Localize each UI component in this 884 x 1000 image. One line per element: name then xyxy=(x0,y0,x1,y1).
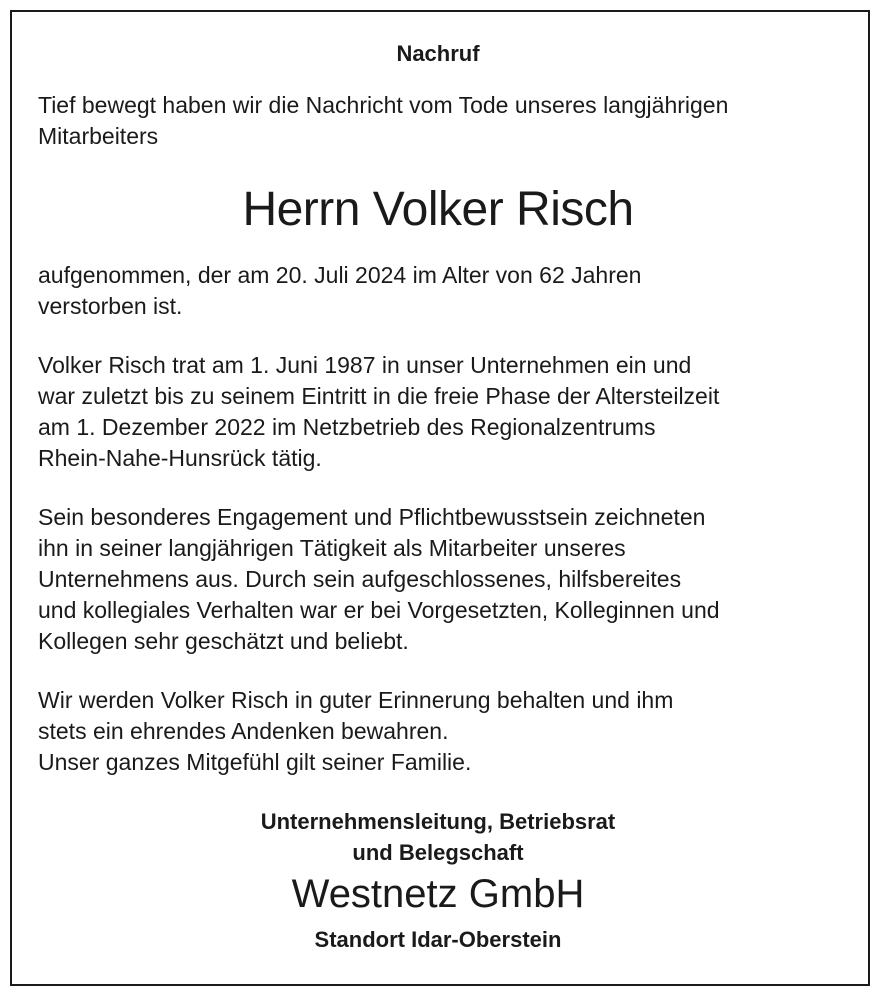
closing-line: stets ein ehrendes Andenken bewahren. xyxy=(38,718,449,744)
tribute-line: und kollegiales Verhalten war er bei Vorgesetzten, Kolleginnen und xyxy=(38,597,720,623)
closing-line: Unser ganzes Mitgefühl gilt seiner Familie. xyxy=(38,749,472,775)
death-line: aufgenommen, der am 20. Juli 2024 im Alter von 62 Jahren xyxy=(38,262,642,288)
notice-heading: Nachruf xyxy=(396,41,480,66)
signatories-line: und Belegschaft xyxy=(352,840,524,865)
intro-line: Tief bewegt haben wir die Nachricht vom Tode unseres langjährigen xyxy=(38,92,729,118)
career-line: war zuletzt bis zu seinem Eintritt in die freie Phase der Altersteilzeit xyxy=(38,383,720,409)
signatories xyxy=(38,806,838,868)
career-line: Volker Risch trat am 1. Juni 1987 in unser Unternehmen ein und xyxy=(38,352,692,378)
tribute-line: Unternehmens aus. Durch sein aufgeschlossenes, hilfsbereites xyxy=(38,566,682,592)
tribute-line: ihn in seiner langjährigen Tätigkeit als Mitarbeiter unseres xyxy=(38,535,626,561)
obituary-notice xyxy=(38,40,838,954)
death-paragraph xyxy=(38,260,838,322)
death-line: verstorben ist. xyxy=(38,293,183,319)
company-name: Westnetz GmbH xyxy=(291,872,585,916)
tribute-line: Sein besonderes Engagement und Pflichtbewusstsein zeichneten xyxy=(38,504,706,530)
intro-paragraph xyxy=(38,90,838,152)
career-line: am 1. Dezember 2022 im Netzbetrieb des Regionalzentrums xyxy=(38,414,656,440)
signatories-line: Unternehmensleitung, Betriebsrat xyxy=(260,809,616,834)
deceased-name: Herrn Volker Risch xyxy=(242,183,634,236)
closing-paragraph xyxy=(38,685,838,778)
company-location: Standort Idar-Oberstein xyxy=(314,927,562,952)
career-line: Rhein-Nahe-Hunsrück tätig. xyxy=(38,445,322,471)
closing-line: Wir werden Volker Risch in guter Erinnerung behalten und ihm xyxy=(38,687,674,713)
career-paragraph xyxy=(38,350,838,474)
tribute-line: Kollegen sehr geschätzt und beliebt. xyxy=(38,628,409,654)
tribute-paragraph xyxy=(38,502,838,657)
intro-line: Mitarbeiters xyxy=(38,123,159,149)
